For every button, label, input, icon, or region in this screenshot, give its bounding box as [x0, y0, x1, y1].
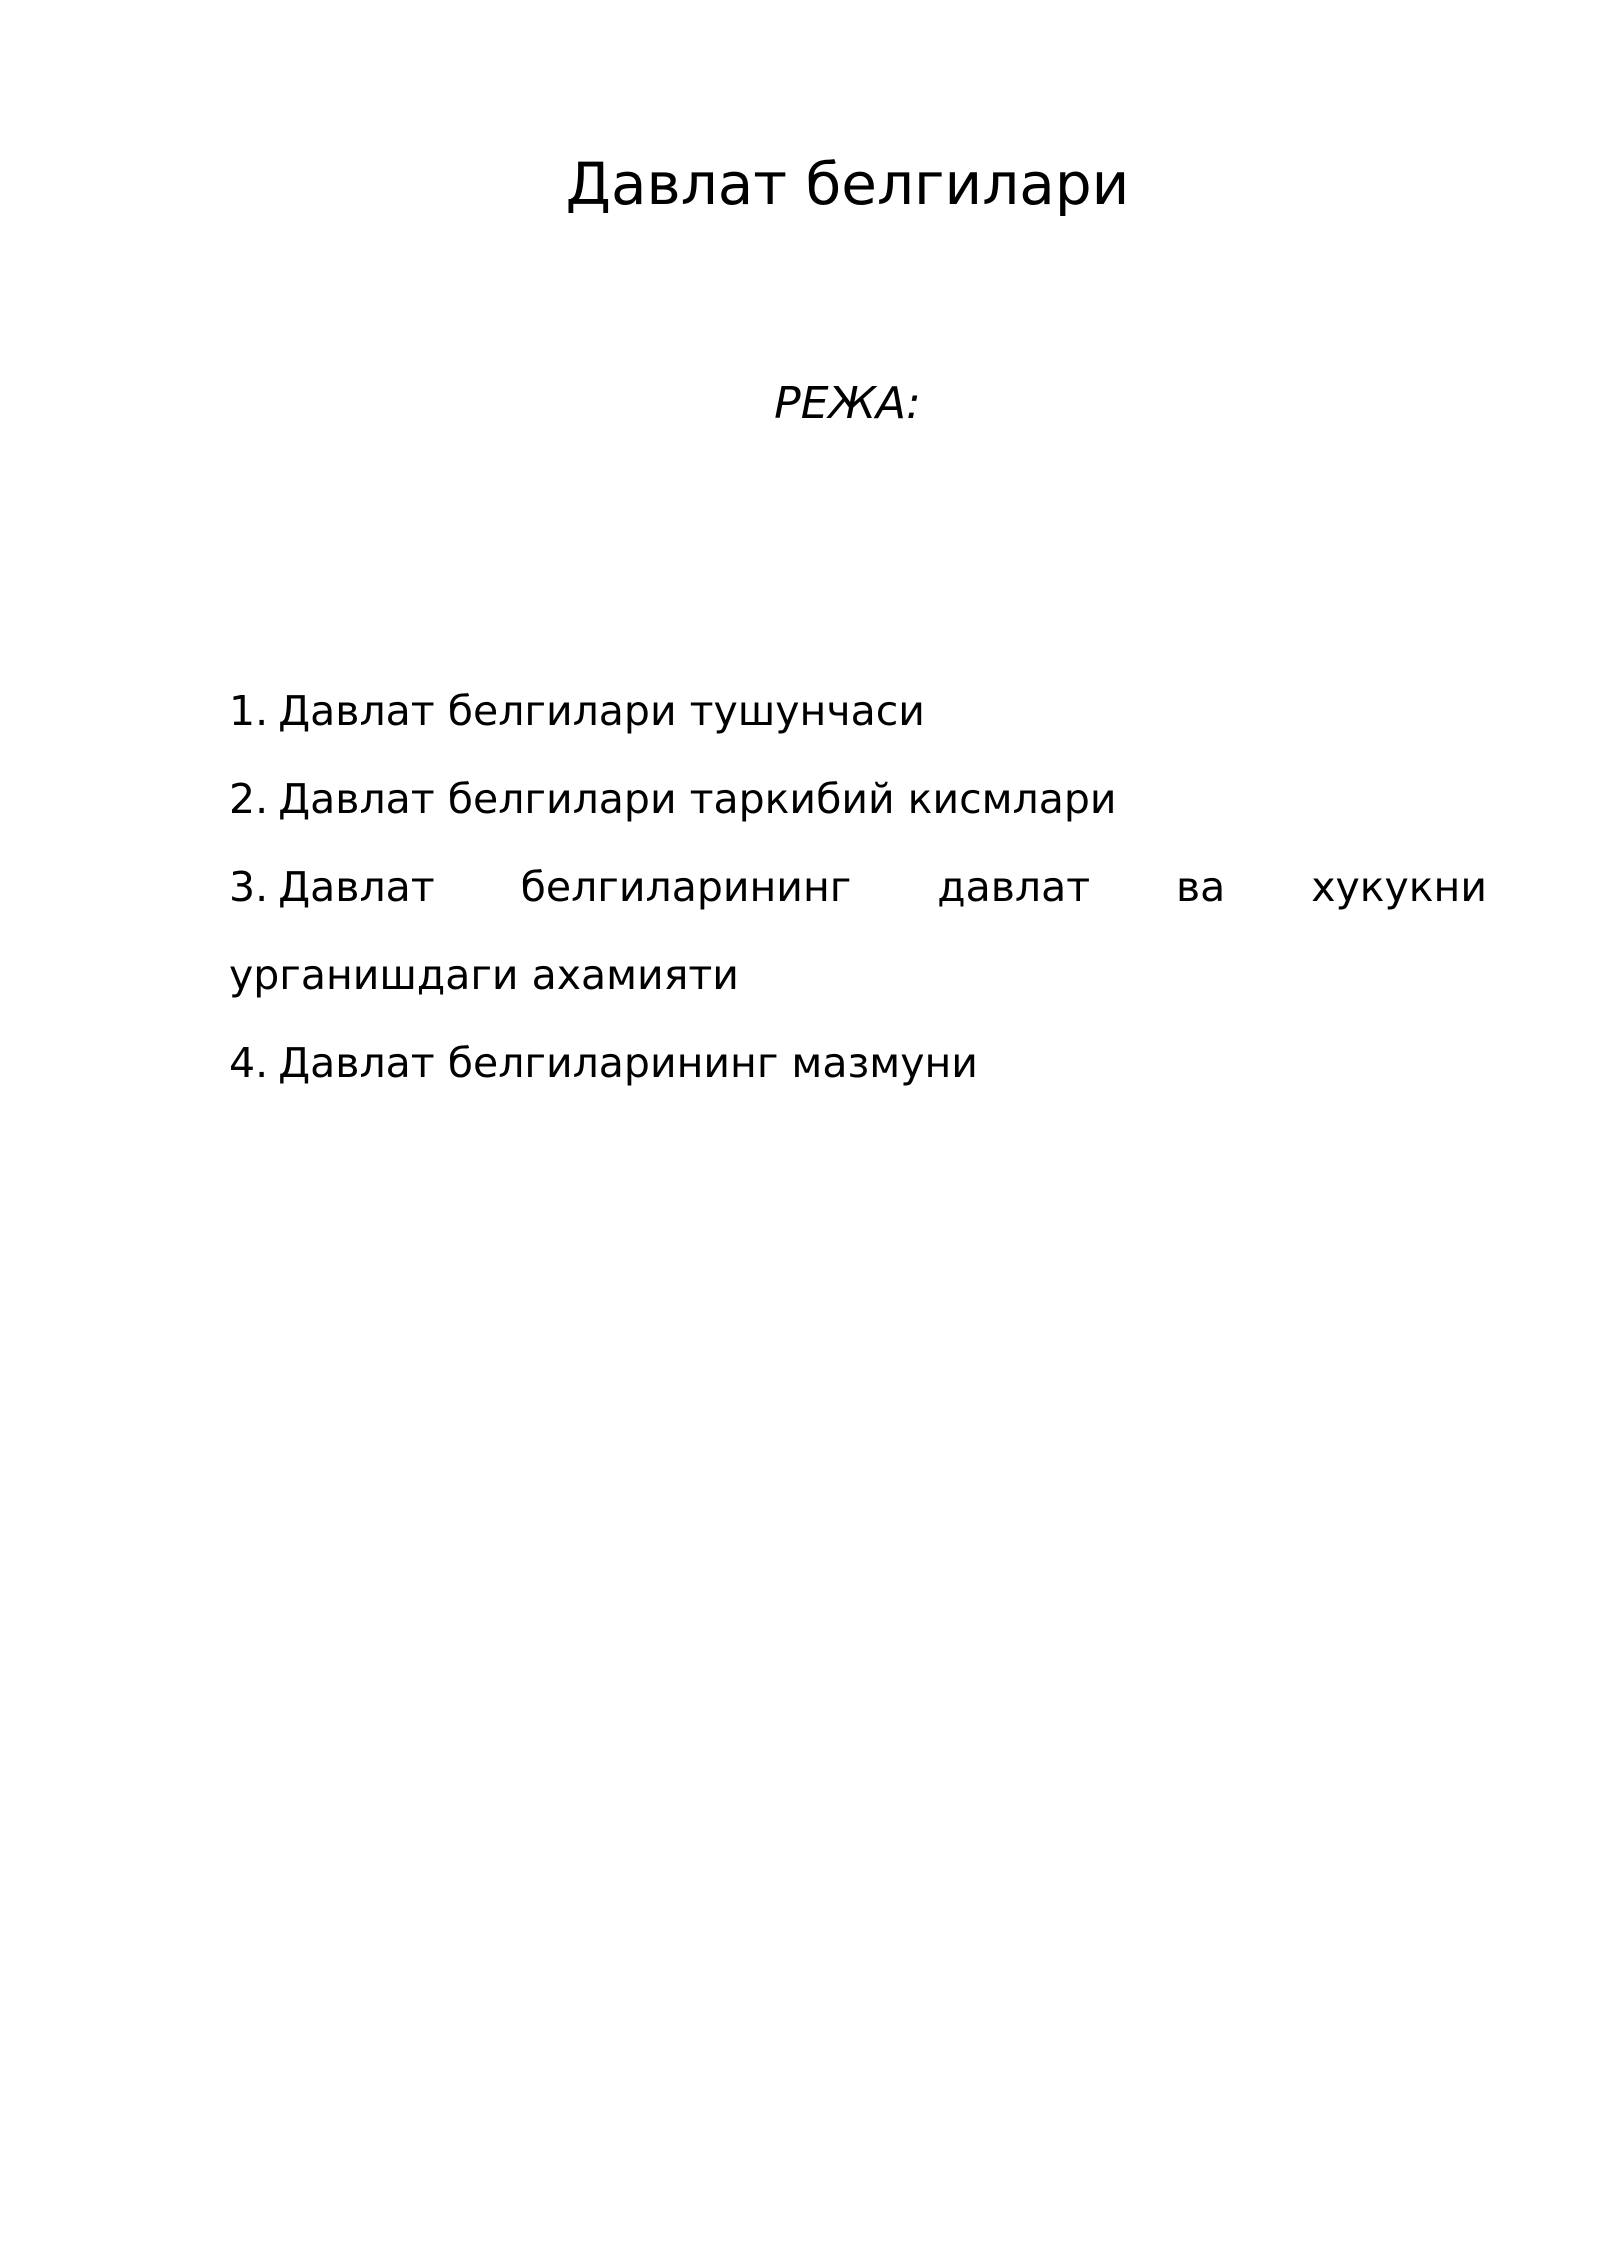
plan-item-text: Давлат белгиларининг мазмуни [278, 1039, 978, 1087]
plan-item-text: Давлат белгилари тушунчаси [278, 687, 925, 735]
plan-item-4 [229, 1019, 1487, 1107]
plan-item-number: 1. [229, 687, 269, 735]
plan-item-2 [229, 755, 1487, 843]
plan-item-number: 2. [229, 775, 269, 823]
plan-item-number: 4. [229, 1039, 269, 1087]
plan-item-1 [229, 667, 1487, 755]
plan-list [229, 667, 1487, 1107]
plan-item-3 [229, 843, 1487, 1019]
plan-item-number: 3. [229, 863, 269, 911]
plan-item-text: Давлат белгиларининг давлат ва хукукни урганишдаги ахамияти [229, 863, 1487, 999]
document-title: Давлат белгилари [565, 150, 1130, 218]
plan-item-text: Давлат белгилари таркибий кисмлари [278, 775, 1117, 823]
plan-heading: РЕЖА: [774, 378, 921, 429]
